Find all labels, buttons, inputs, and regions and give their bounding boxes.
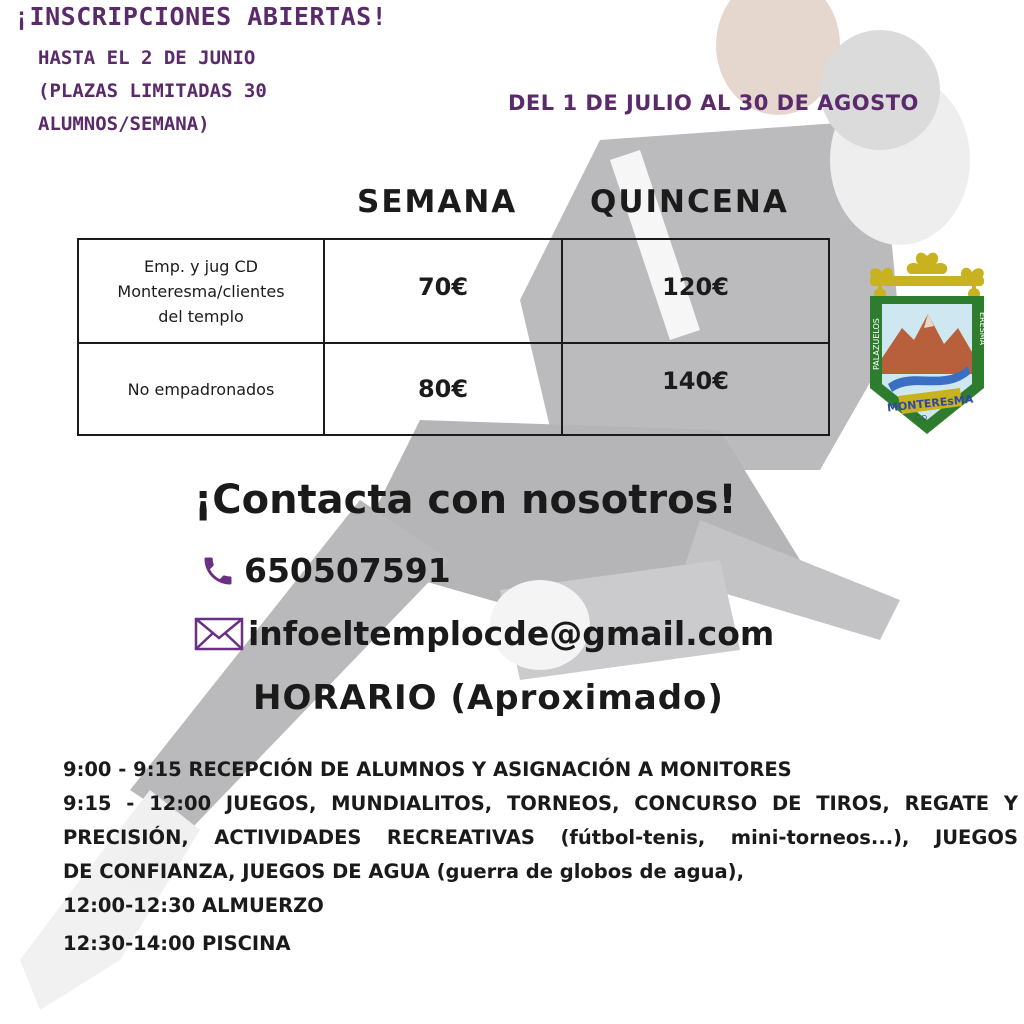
label-line: Monteresma/clientes <box>117 281 285 301</box>
schedule-line: DE CONFIANZA, JUEGOS DE AGUA (guerra de globos de agua), <box>63 860 744 883</box>
envelope-icon <box>194 616 244 652</box>
registration-open-headline: ¡INSCRIPCIONES ABIERTAS! <box>14 2 388 31</box>
price-row-label <box>78 239 324 343</box>
price-week <box>324 239 562 343</box>
price-value: 120€ <box>662 273 729 301</box>
phone-contact[interactable] <box>200 551 451 590</box>
phone-icon <box>200 553 236 589</box>
price-week <box>324 343 562 435</box>
crest-banner-text: MONTEREsMA <box>886 392 974 415</box>
camp-dates: DEL 1 DE JULIO AL 30 DE AGOSTO <box>508 91 919 115</box>
club-crest-logo <box>862 248 992 438</box>
schedule-line: 9:00 - 9:15 RECEPCIÓN DE ALUMNOS Y ASIGNACIÓN A MONITORES <box>63 758 792 781</box>
price-value: 80€ <box>417 375 469 403</box>
crest-small-text: C.D. <box>914 414 930 422</box>
price-value: 140€ <box>662 367 729 395</box>
email-contact[interactable] <box>194 614 774 653</box>
table-row <box>78 343 829 435</box>
schedule-list <box>63 753 1023 961</box>
deadline-line: HASTA EL 2 DE JUNIO <box>38 47 256 69</box>
column-header-fortnight: QUINCENA <box>590 184 789 220</box>
price-fortnight <box>562 239 829 343</box>
price-table <box>77 238 830 436</box>
crest-right-text: ERESMA <box>978 312 987 346</box>
registration-deadline <box>38 42 398 141</box>
column-header-week: SEMANA <box>357 184 518 220</box>
contact-heading: ¡Contacta con nosotros! <box>194 477 737 523</box>
phone-number[interactable]: 650507591 <box>244 551 451 590</box>
label-line: Emp. y jug CD <box>144 256 258 276</box>
schedule-line: PRECISIÓN, ACTIVIDADES RECREATIVAS (fútbol-tenis, mini-torneos...), JUEGOS <box>63 826 1018 849</box>
schedule-line: 9:15 - 12:00 JUEGOS, MUNDIALITOS, TORNEOS, CONCURSO DE TIROS, REGATE Y <box>63 792 1018 815</box>
price-fortnight <box>562 343 829 435</box>
deadline-line: (PLAZAS LIMITADAS 30 <box>38 80 267 102</box>
deadline-line: ALUMNOS/SEMANA) <box>38 113 210 135</box>
table-row <box>78 239 829 343</box>
email-address[interactable]: infoeltemplocde@gmail.com <box>248 614 775 653</box>
price-row-label <box>78 343 324 435</box>
schedule-line: 12:00-12:30 ALMUERZO <box>63 894 324 917</box>
crown-icon <box>870 253 984 300</box>
schedule-line: 12:30-14:00 PISCINA <box>63 932 291 955</box>
label-line: del templo <box>158 306 244 326</box>
price-value: 70€ <box>417 273 469 301</box>
label-line: No empadronados <box>127 379 275 399</box>
schedule-heading: HORARIO (Aproximado) <box>253 678 724 718</box>
crest-left-text: PALAZUELOS <box>872 318 881 370</box>
